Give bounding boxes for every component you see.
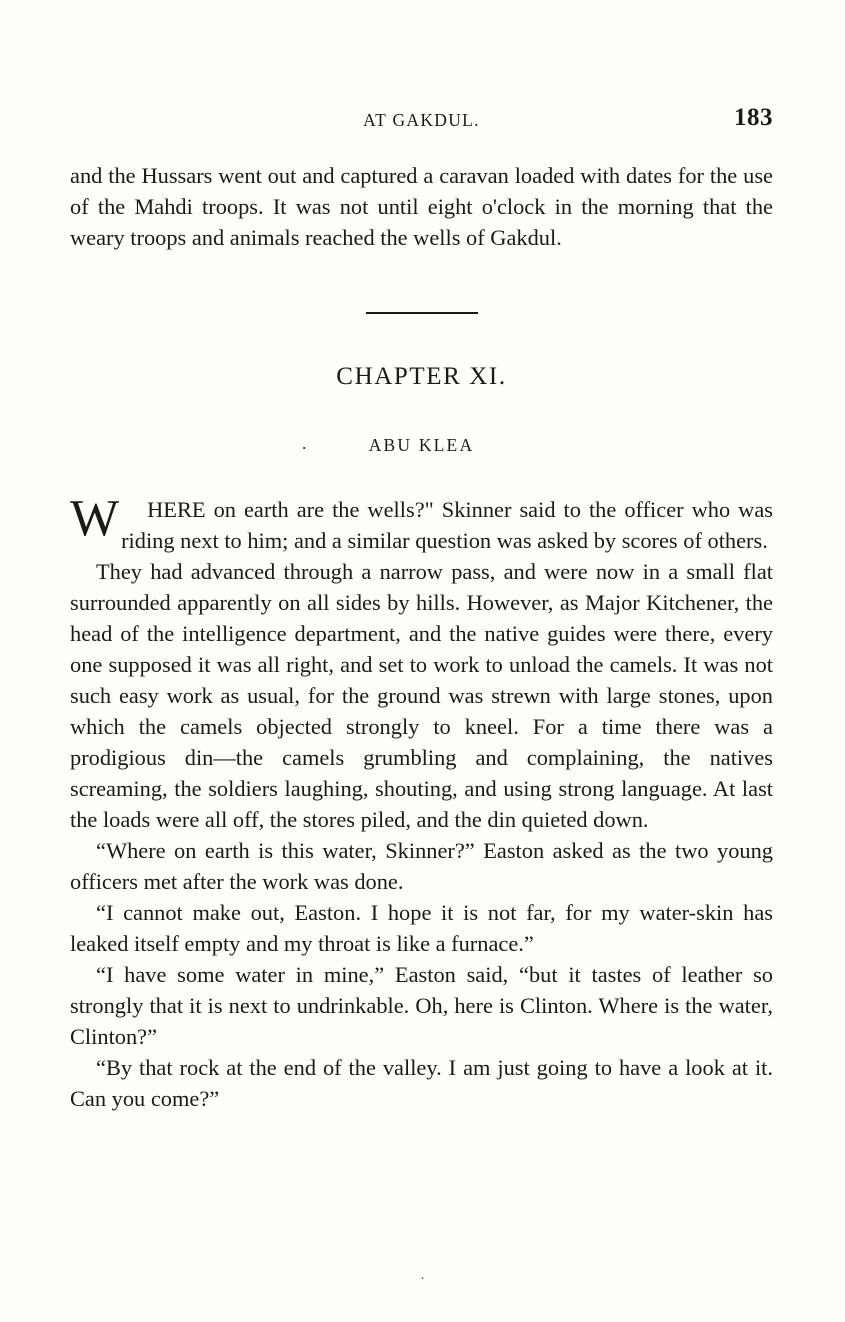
top-paragraph: and the Hussars went out and captured a caravan loaded with dates for the use of the Mahdi troops. It was not until eight o'clock in the morning that the weary troops and animals reached the wells of Gakdul. — [70, 163, 773, 250]
stray-dot-mark: . — [302, 434, 309, 453]
chapter-subtitle-text: ABU KLEA — [368, 435, 475, 455]
chapter-subtitle — [70, 435, 773, 456]
page-number: 183 — [734, 104, 773, 131]
paragraph: They had advanced through a narrow pass, and were now in a small flat surrounded apparently on all sides by hills. However, as Major Kitchener, the head of the intelligence department, and the native guides were there, every one supposed it was all right, and set to work to unload the camels. It was not such easy work as usual, for the ground was strewn with large stones, upon which the camels objected strongly to kneel. For a time there was a prodigious din—the camels grumbling and complaining, the natives screaming, the soldiers laughing, shouting, and using strong language. At last the loads were all off, the stores piled, and the din quieted down. — [70, 559, 773, 832]
divider-rule — [366, 312, 478, 314]
chapter-body — [70, 490, 773, 1114]
opening-paragraph-text: HERE on earth are the wells?" Skinner said to the officer who was riding next to him; and a similar question was asked by scores of others. — [121, 497, 773, 553]
running-head-title: AT GAKDUL. — [363, 110, 480, 130]
running-head — [70, 104, 773, 144]
paragraph: “I have some water in mine,” Easton said, “but it tastes of leather so strongly that it is next to undrinkable. Oh, here is Clinton. Where is the water, Clinton?” — [70, 962, 773, 1049]
paragraph: “By that rock at the end of the valley. I am just going to have a look at it. Can you come?” — [70, 1055, 773, 1111]
opening-paragraph — [70, 490, 773, 556]
paragraph: “Where on earth is this water, Skinner?” Easton asked as the two young officers met after the work was done. — [70, 838, 773, 894]
page-foot-mark: . — [420, 1268, 425, 1283]
chapter-title: CHAPTER XI. — [336, 363, 507, 390]
page-content — [70, 104, 773, 1114]
section-divider — [70, 301, 773, 319]
paragraph: “I cannot make out, Easton. I hope it is not far, for my water-skin has leaked itself empty and my throat is like a furnace.” — [70, 900, 773, 956]
drop-cap: W — [70, 490, 120, 547]
